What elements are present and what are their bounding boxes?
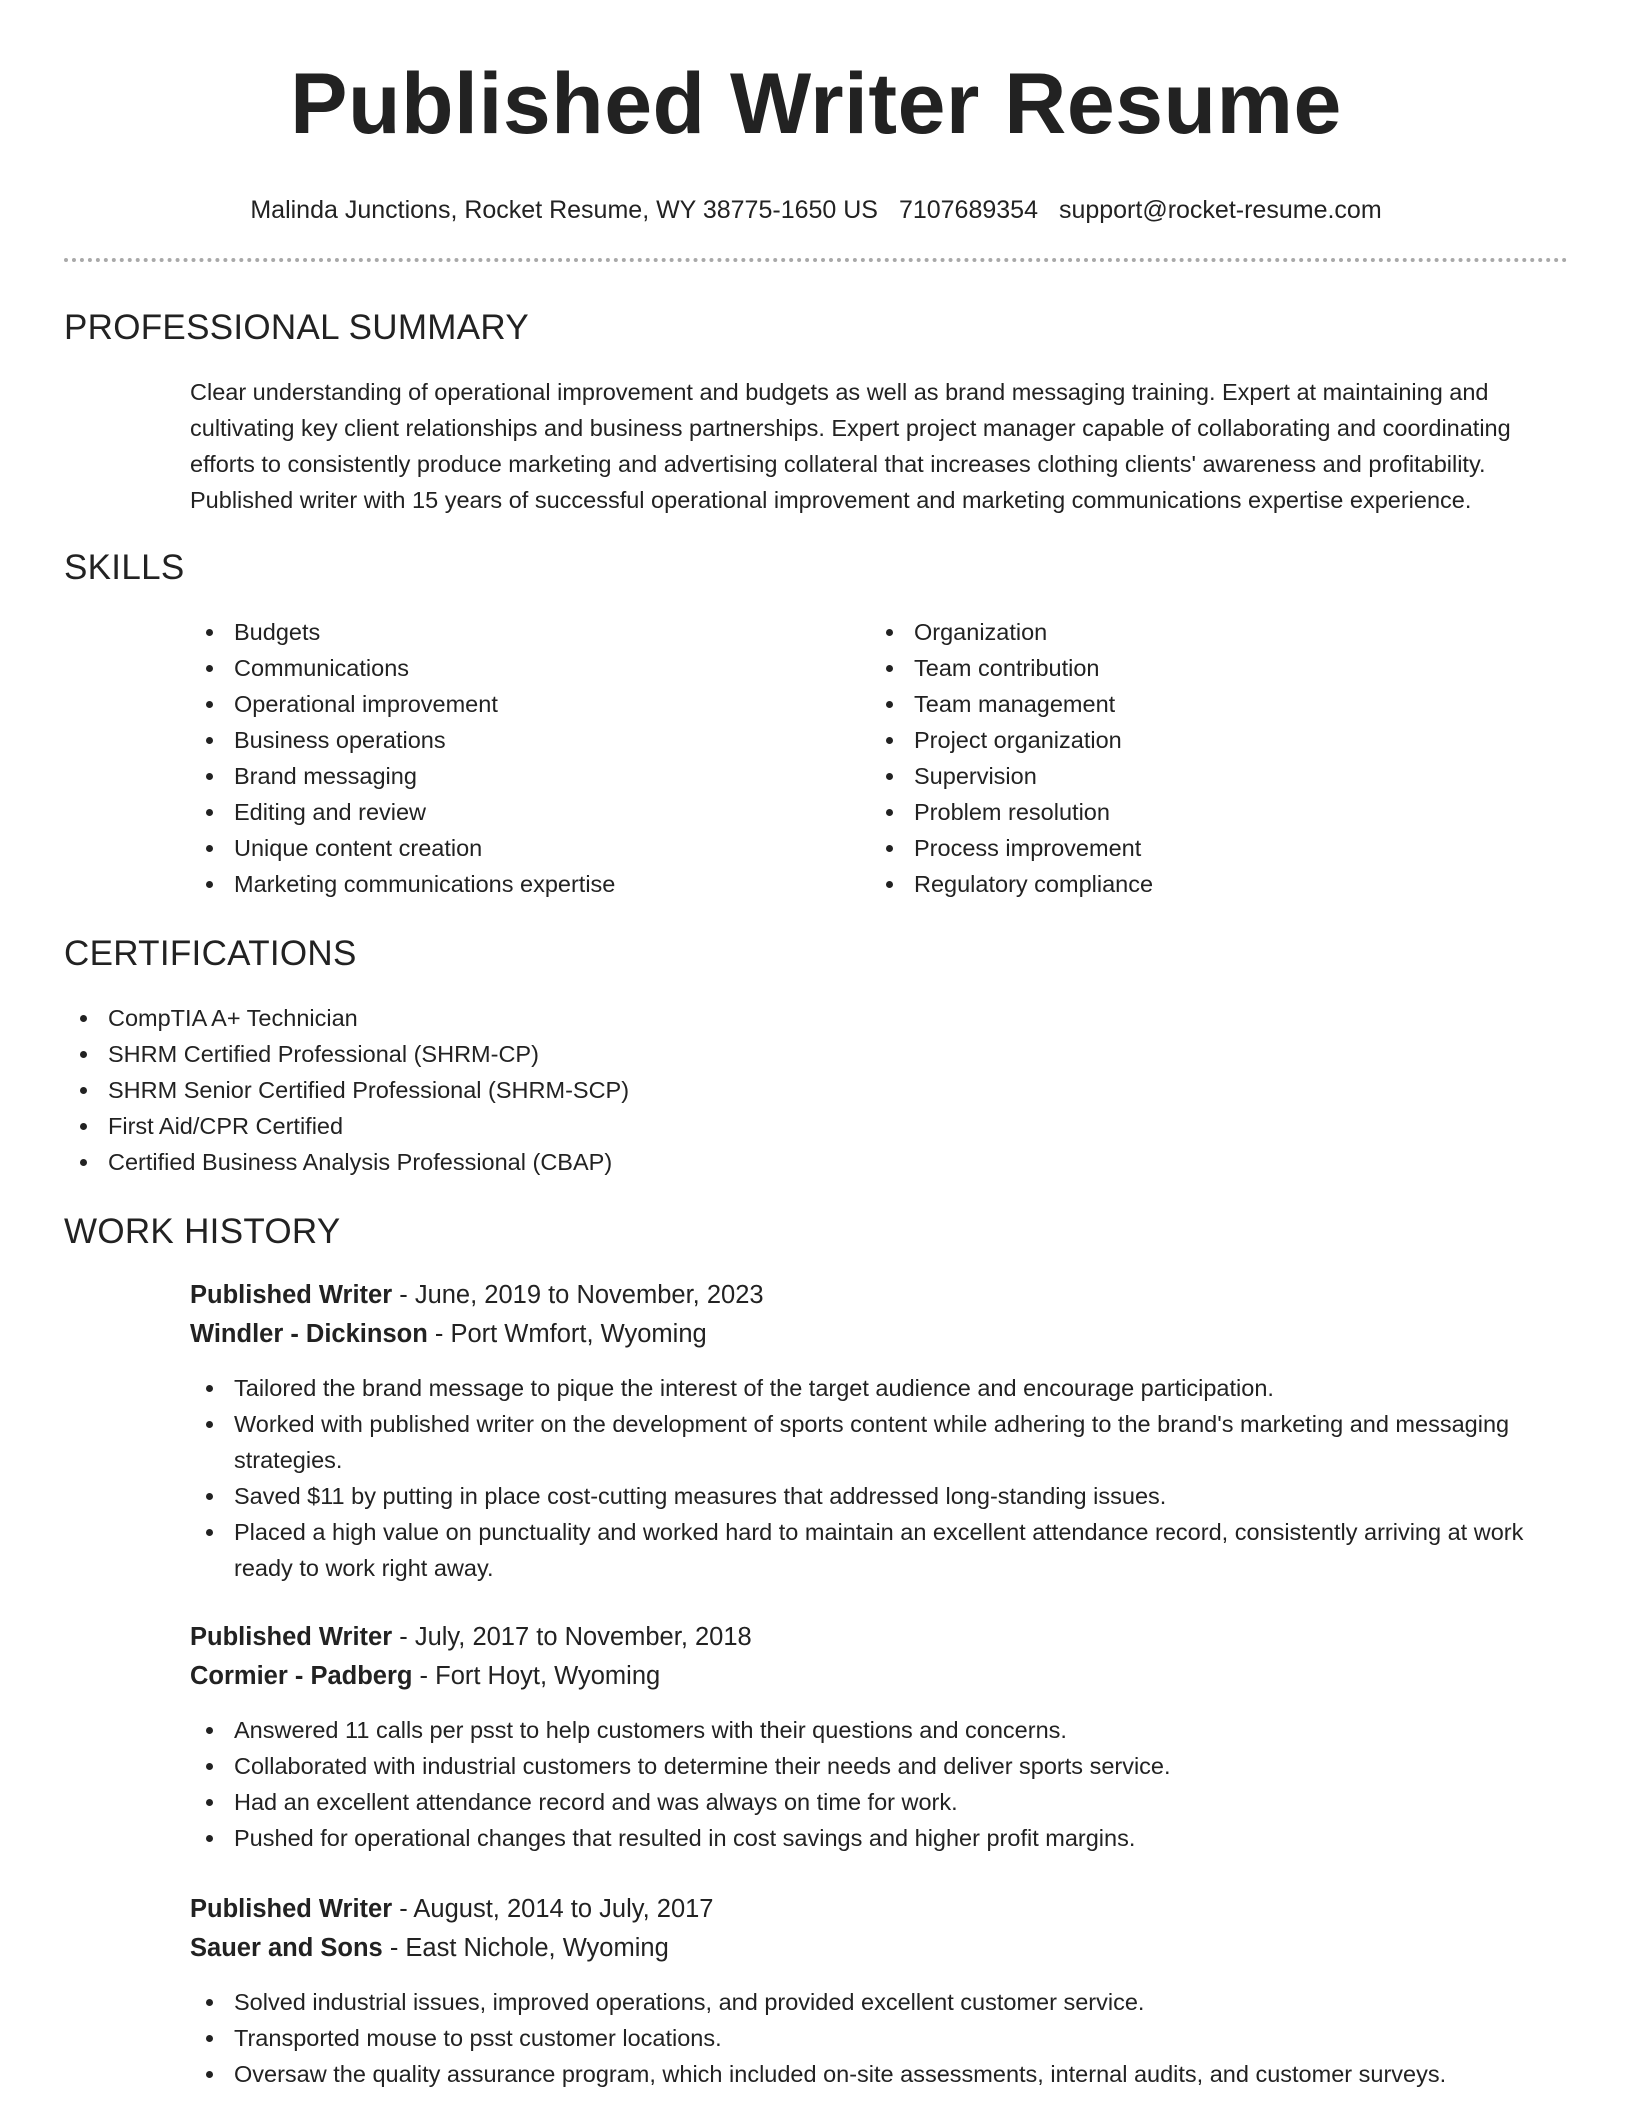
skill-item: Business operations: [190, 722, 870, 758]
job-title-line: [190, 1276, 1568, 1315]
certifications-section: [64, 932, 1568, 1180]
certification-item: First Aid/CPR Certified: [64, 1108, 1568, 1144]
contact-address: Malinda Junctions, Rocket Resume, WY 38775-1650 US: [250, 196, 878, 224]
job-duty: Tailored the brand message to pique the interest of the target audience and encourage participation.: [190, 1370, 1568, 1406]
work-history-heading: WORK HISTORY: [64, 1212, 341, 1251]
job-dates: - July, 2017 to November, 2018: [392, 1623, 752, 1651]
job-company: Sauer and Sons: [190, 1934, 383, 1962]
work-history-section: [64, 1210, 1568, 2092]
skills-section: [64, 546, 1568, 902]
job-title-line: [190, 1890, 1568, 1929]
job-location: - East Nichole, Wyoming: [382, 1934, 669, 1962]
job-duty: Worked with published writer on the development of sports content while adhering to the brand's marketing and messaging strategies.: [190, 1406, 1568, 1478]
skill-item: Problem resolution: [870, 794, 1550, 830]
job-entry: [190, 1890, 1568, 2092]
contact-line: [64, 194, 1568, 226]
job-title: Published Writer: [190, 1895, 393, 1923]
skill-item: Budgets: [190, 614, 870, 650]
certification-item: Certified Business Analysis Professional (CBAP): [64, 1144, 1568, 1180]
job-duty: Collaborated with industrial customers to determine their needs and deliver sports service.: [190, 1748, 1568, 1784]
job-location: - Port Wmfort, Wyoming: [427, 1320, 707, 1348]
job-duty: Transported mouse to psst customer locations.: [190, 2020, 1568, 2056]
job-location: - Fort Hoyt, Wyoming: [412, 1662, 661, 1690]
skill-item: Brand messaging: [190, 758, 870, 794]
job-entry: [190, 1618, 1568, 1856]
job-dates: - June, 2019 to November, 2023: [392, 1281, 764, 1309]
certification-item: SHRM Certified Professional (SHRM-CP): [64, 1036, 1568, 1072]
job-duty: Pushed for operational changes that resulted in cost savings and higher profit margins.: [190, 1820, 1568, 1856]
job-duties-list: [190, 1370, 1568, 1586]
job-duties-list: [190, 1984, 1568, 2092]
job-duty: Saved $11 by putting in place cost-cutting measures that addressed long-standing issues.: [190, 1478, 1568, 1514]
job-duty: Oversaw the quality assurance program, which included on-site assessments, internal audits, and customer surveys.: [190, 2056, 1568, 2092]
skills-right-list: [870, 614, 1550, 902]
certification-item: CompTIA A+ Technician: [64, 1000, 1568, 1036]
job-title-line: [190, 1618, 1568, 1657]
certification-item: SHRM Senior Certified Professional (SHRM-SCP): [64, 1072, 1568, 1108]
job-company: Cormier - Padberg: [190, 1662, 413, 1690]
skill-item: Editing and review: [190, 794, 870, 830]
contact-email: support@rocket-resume.com: [1058, 196, 1382, 224]
skill-item: Organization: [870, 614, 1550, 650]
skill-item: Marketing communications expertise: [190, 866, 870, 902]
skills-left-list: [190, 614, 870, 902]
skill-item: Team management: [870, 686, 1550, 722]
job-duty: Solved industrial issues, improved operations, and provided excellent customer service.: [190, 1984, 1568, 2020]
certifications-heading: CERTIFICATIONS: [64, 934, 357, 973]
contact-phone: 7107689354: [898, 196, 1038, 224]
certifications-list: [64, 1000, 1568, 1180]
job-duties-list: [190, 1712, 1568, 1856]
page-title: Published Writer Resume: [290, 56, 1342, 152]
job-duty: Placed a high value on punctuality and worked hard to maintain an excellent attendance record, consistently arriving at work ready to work right away.: [190, 1514, 1568, 1586]
job-title: Published Writer: [190, 1623, 393, 1651]
job-duty: Answered 11 calls per psst to help customers with their questions and concerns.: [190, 1712, 1568, 1748]
skills-heading: SKILLS: [64, 548, 185, 587]
job-company-line: [190, 1929, 1568, 1968]
job-title: Published Writer: [190, 1281, 393, 1309]
skill-item: Supervision: [870, 758, 1550, 794]
job-entry: [190, 1276, 1568, 1586]
job-company-line: [190, 1315, 1568, 1354]
skills-grid: [190, 614, 1568, 902]
summary-section: [64, 306, 1568, 518]
summary-heading: PROFESSIONAL SUMMARY: [64, 308, 529, 347]
skill-item: Project organization: [870, 722, 1550, 758]
skill-item: Communications: [190, 650, 870, 686]
skill-item: Unique content creation: [190, 830, 870, 866]
header-divider: [64, 258, 1568, 262]
job-dates: - August, 2014 to July, 2017: [392, 1895, 714, 1923]
skill-item: Regulatory compliance: [870, 866, 1550, 902]
job-company: Windler - Dickinson: [190, 1320, 428, 1348]
summary-text: Clear understanding of operational improvement and budgets as well as brand messaging training. Expert at maintaining and cultivating key client relationships and business partnerships. Expert project manager capable of collaborating and coordinating efforts to consistently produce marketing and advertising collateral that increases clothing clients' awareness and profitability. Published writer with 15 years of successful operational improvement and marketing communications expertise experience.: [190, 379, 1511, 513]
job-duty: Had an excellent attendance record and was always on time for work.: [190, 1784, 1568, 1820]
skill-item: Team contribution: [870, 650, 1550, 686]
job-company-line: [190, 1657, 1568, 1696]
skill-item: Operational improvement: [190, 686, 870, 722]
skill-item: Process improvement: [870, 830, 1550, 866]
